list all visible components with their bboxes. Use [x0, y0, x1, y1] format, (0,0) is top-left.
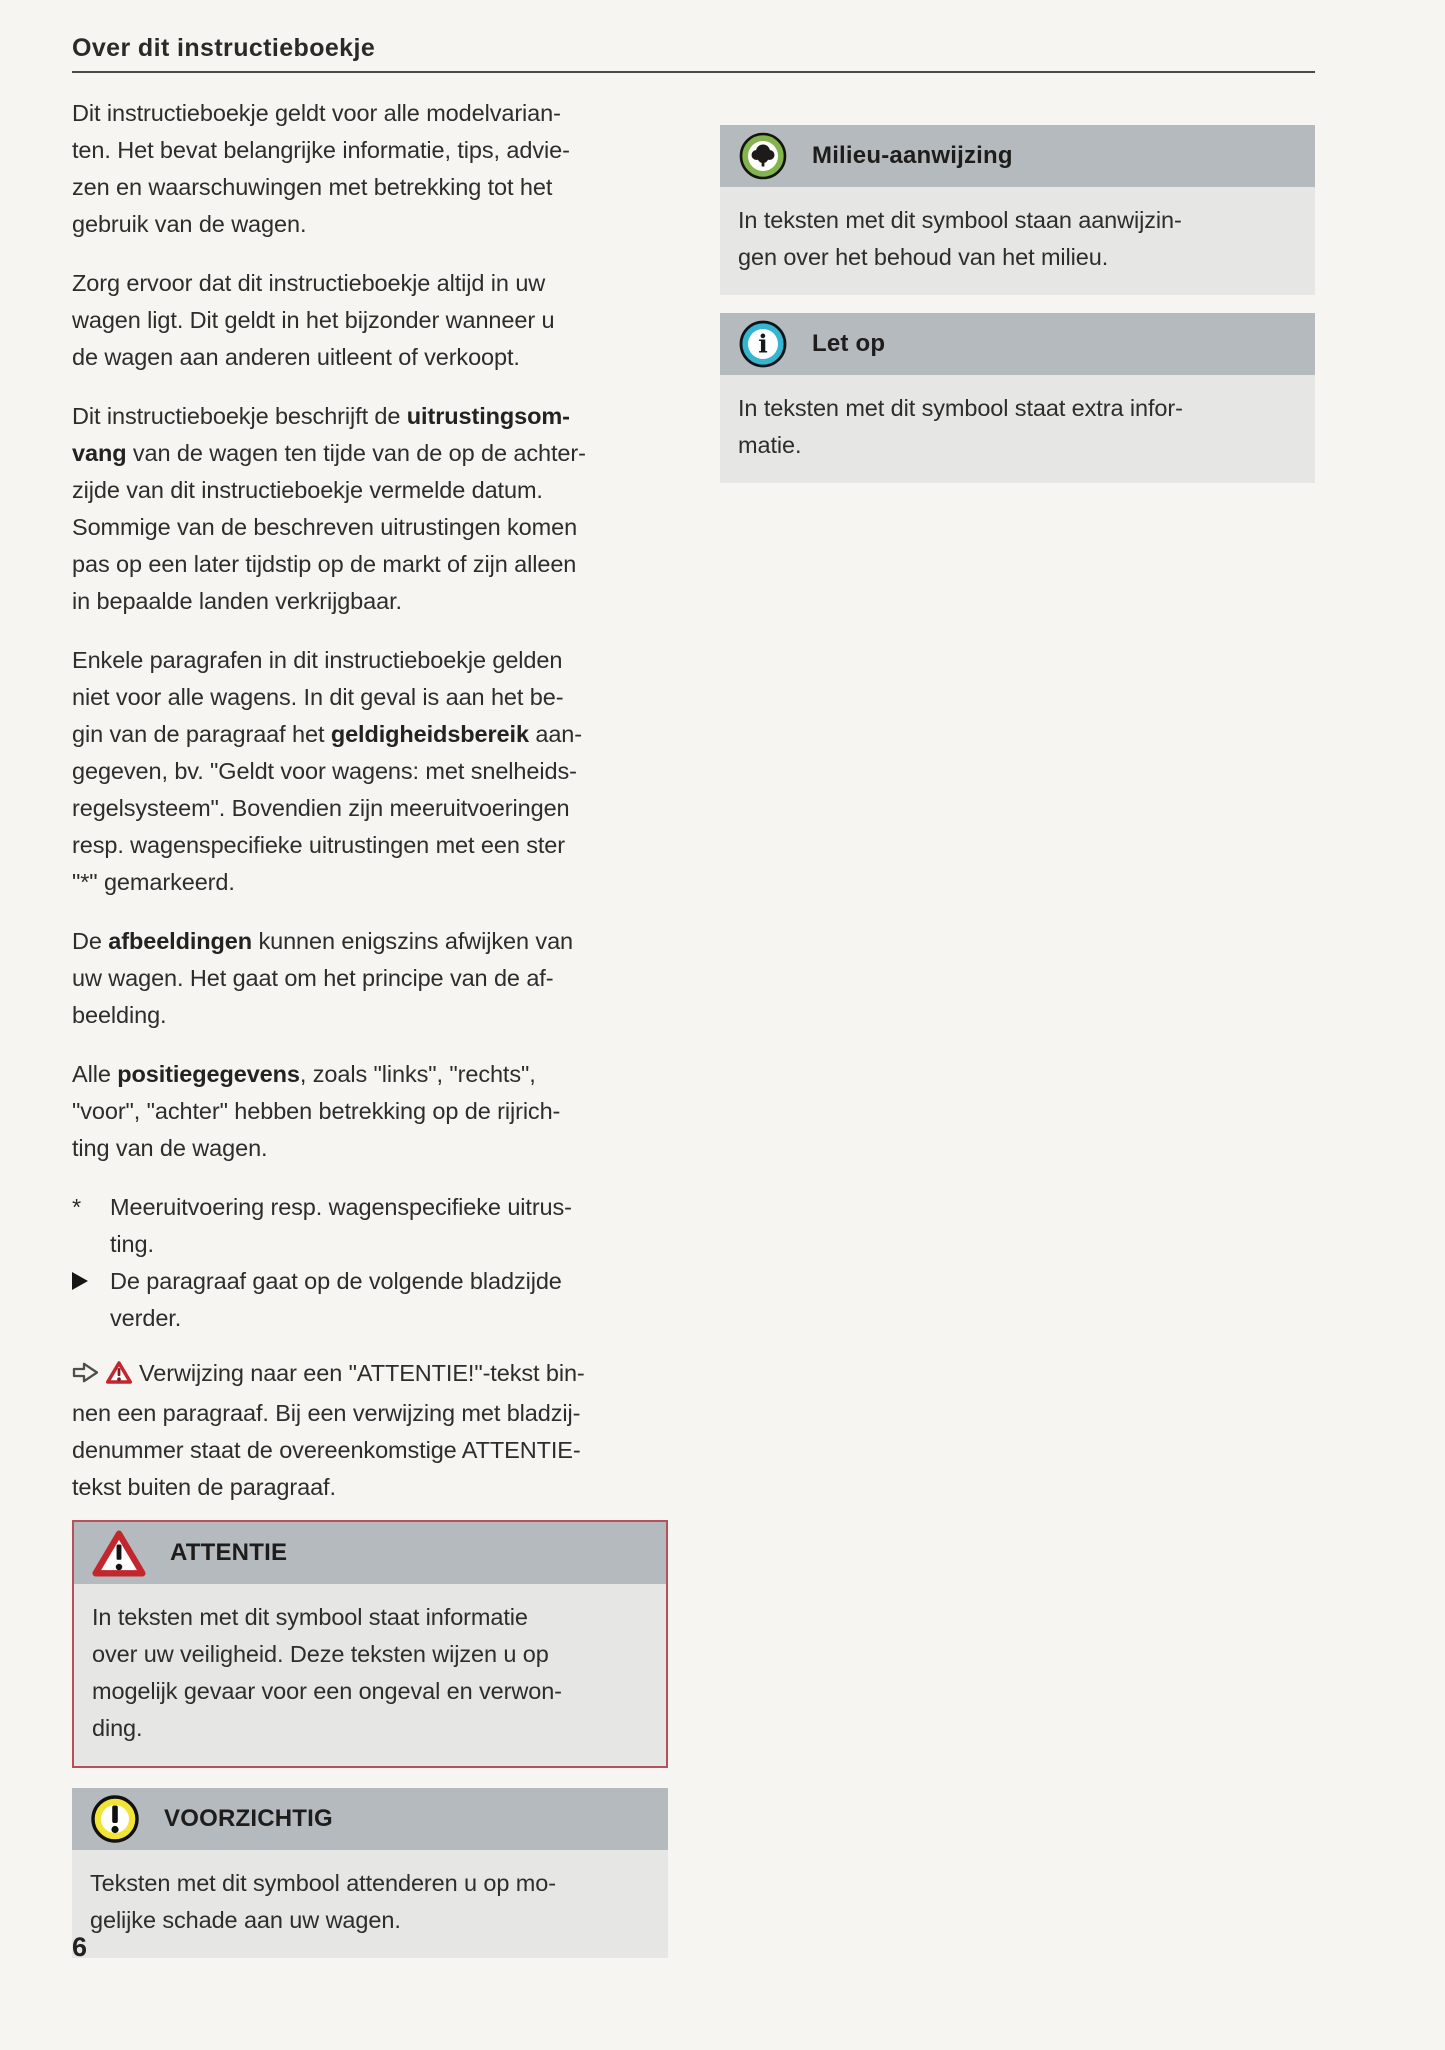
caution-box-body	[72, 1850, 668, 1958]
warning-triangle-small-icon	[106, 1358, 132, 1395]
text-line: Teksten met dit symbool attenderen u op mo-	[90, 1870, 556, 1896]
text-line: gebruik van de wagen.	[72, 211, 307, 237]
attention-box-header	[74, 1522, 666, 1584]
text-line: Zorg ervoor dat dit instructieboekje altijd in uw	[72, 270, 546, 296]
text-line: ten. Het bevat belangrijke informatie, tips, advie-	[72, 137, 570, 163]
page-reference-arrow-icon	[72, 1358, 99, 1395]
text-line: nen een paragraaf. Bij een verwijzing met bladzij-	[72, 1400, 581, 1426]
text-line: over uw veiligheid. Deze teksten wijzen u op	[92, 1641, 549, 1667]
text-line: resp. wagenspecifieke uitrustingen met een ster	[72, 832, 565, 858]
note-box-body	[720, 187, 1315, 295]
section-continues-arrow-marker	[72, 1263, 110, 1337]
content-columns	[72, 95, 1315, 1958]
list-item-text	[110, 1189, 572, 1263]
caution-box	[72, 1788, 668, 1958]
text-line: Dit instructieboekje beschrijft de uitrustingsom-	[72, 403, 570, 429]
environment-note-box	[720, 125, 1315, 295]
text-line: matie.	[738, 432, 802, 458]
text-line: verder.	[110, 1305, 182, 1331]
text-line: gelijke schade aan uw wagen.	[90, 1907, 401, 1933]
text-line: in bepaalde landen verkrijgbaar.	[72, 588, 402, 614]
text-line: Dit instructieboekje geldt voor alle modelvarian-	[72, 100, 561, 126]
crossref-paragraph	[72, 1355, 668, 1506]
text-line: De afbeeldingen kunnen enigszins afwijken van	[72, 928, 574, 954]
paragraph	[72, 642, 668, 901]
text-line: Enkele paragrafen in dit instructieboekje gelden	[72, 647, 563, 673]
text-line: niet voor alle wagens. In dit geval is aan het be-	[72, 684, 564, 710]
caution-box-title: VOORZICHTIG	[164, 1805, 333, 1832]
attention-box-title: ATTENTIE	[170, 1539, 288, 1566]
note-box-header	[720, 313, 1315, 375]
exclamation-circle-icon	[90, 1794, 140, 1844]
title-rule	[72, 71, 1315, 73]
text-line: zen en waarschuwingen met betrekking tot het	[72, 174, 553, 200]
info-icon	[738, 319, 788, 369]
text-line: ding.	[92, 1715, 143, 1741]
body-paragraphs	[72, 95, 668, 1167]
text-line: gin van de paragraaf het geldigheidsbereik aan-	[72, 721, 582, 747]
text-line: In teksten met dit symbool staan aanwijzin-	[738, 207, 1182, 233]
text-line: beelding.	[72, 1002, 167, 1028]
text-line: tekst buiten de paragraaf.	[72, 1474, 336, 1500]
attention-box	[72, 1520, 668, 1768]
paragraph	[72, 398, 668, 620]
list-item	[72, 1189, 668, 1263]
text-line: In teksten met dit symbool staat extra infor-	[738, 395, 1183, 421]
list-item-text	[110, 1263, 562, 1337]
paragraph	[72, 1056, 668, 1167]
text-line: Sommige van de beschreven uitrustingen komen	[72, 514, 578, 540]
text-line: regelsysteem". Bovendien zijn meeruitvoeringen	[72, 795, 570, 821]
text-line: gegeven, bv. "Geldt voor wagens: met snelheids-	[72, 758, 577, 784]
page-number: 6	[72, 1932, 88, 1962]
text-line: denummer staat de overeenkomstige ATTENTIE-	[72, 1437, 581, 1463]
note-box-body	[720, 375, 1315, 483]
text-line: "voor", "achter" hebben betrekking op de rijrich-	[72, 1098, 561, 1124]
text-line: mogelijk gevaar voor een ongeval en verwon-	[92, 1678, 562, 1704]
right-triangle-icon	[72, 1272, 88, 1290]
left-column	[72, 95, 668, 1958]
text-line: gen over het behoud van het milieu.	[738, 244, 1109, 270]
text-line: Verwijzing naar een "ATTENTIE!"-tekst bin-	[72, 1355, 668, 1395]
note-box-title: Milieu-aanwijzing	[812, 142, 1013, 169]
note-box	[720, 313, 1315, 483]
attention-box-body	[74, 1584, 666, 1766]
caution-box-header	[72, 1788, 668, 1850]
paragraph	[72, 95, 668, 243]
svg-text:i: i	[758, 329, 768, 359]
text-line: zijde van dit instructieboekje vermelde datum.	[72, 477, 543, 503]
tree-icon	[738, 131, 788, 181]
text-line: "*" gemarkeerd.	[72, 869, 235, 895]
text-line: ting van de wagen.	[72, 1135, 268, 1161]
warning-triangle-icon	[92, 1530, 146, 1577]
legend-list	[72, 1189, 668, 1337]
text-line: uw wagen. Het gaat om het principe van de af-	[72, 965, 554, 991]
text-line: Meeruitvoering resp. wagenspecifieke uitrus-	[110, 1194, 572, 1220]
right-column	[720, 125, 1315, 1958]
page-title: Over dit instructieboekje	[72, 34, 376, 62]
list-item	[72, 1263, 668, 1337]
text-line: vang van de wagen ten tijde van de op de achter-	[72, 440, 586, 466]
text-line: De paragraaf gaat op de volgende bladzijde	[110, 1268, 562, 1294]
text-line: wagen ligt. Dit geldt in het bijzonder wanneer u	[72, 307, 555, 333]
text-line: In teksten met dit symbool staat informatie	[92, 1604, 528, 1630]
note-box-header	[720, 125, 1315, 187]
text-line: Alle positiegegevens, zoals "links", "rechts",	[72, 1061, 536, 1087]
paragraph	[72, 265, 668, 376]
text-line: pas op een later tijdstip op de markt of zijn alleen	[72, 551, 577, 577]
paragraph	[72, 923, 668, 1034]
text-line: ting.	[110, 1231, 154, 1257]
text-line: de wagen aan anderen uitleent of verkoopt.	[72, 344, 520, 370]
note-box-title: Let op	[812, 330, 886, 357]
asterisk-marker: *	[72, 1194, 82, 1220]
